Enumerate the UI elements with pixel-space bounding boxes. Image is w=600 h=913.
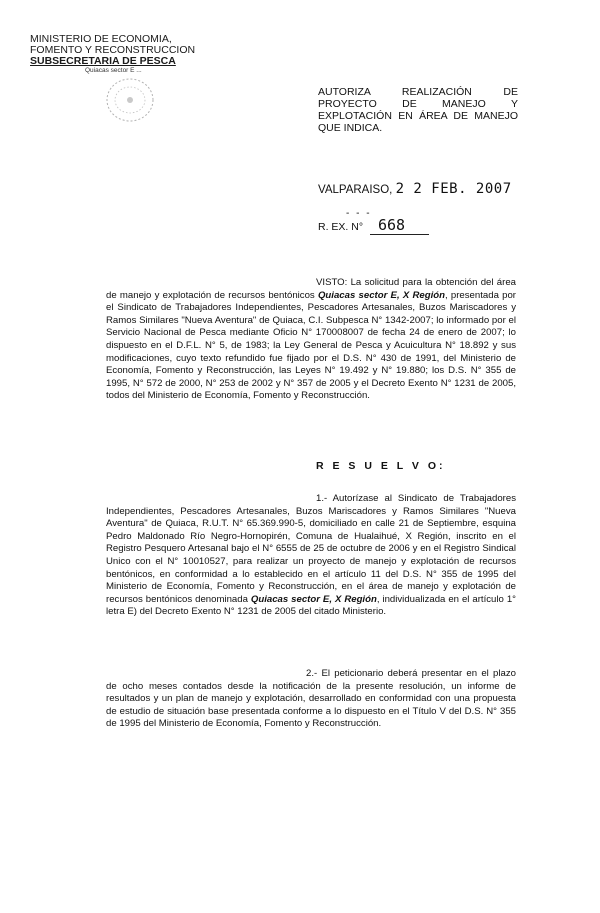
ministry-line-1: MINISTERIO DE ECONOMIA,	[30, 33, 172, 45]
visto-area-name: Quiacas sector E, X Región	[317, 289, 445, 301]
visto-text-2: , presentada por el Sindicato de Trabajadores Independientes, Pescadores Artesanales, Buzos Mariscadores y Ramos Similares "Nueva Aventura" de Quiaca, C.I. Subpesca N° 1342-2007; lo informado por el Servicio Nacional de Pesca mediante Oficio N° 170008007 de fecha 24 de enero de 2007; lo dispuesto en el D.F.L. N° 5, de 1983; la Ley General de Pesca y Acuicultura N° 18.892 y sus modificaciones, cuyo texto refundido fue fijado por el D.S. N° 430 de 1991, del Ministerio de Economía, Fomento y Reconstrucción, las Leyes N° 19.492 y N° 19.880; los D.S. N° 355 de 1995, N° 572 de 2000, N° 253 de 2002 y N° 357 de 2005 y el Decreto Exento N° 1231 de 2005, todos del Ministerio de Economía, Fomento y Reconstrucción.	[106, 289, 517, 402]
item-2-text: El peticionario deberá presentar en el plazo de ocho meses contados desde la notificación de la presente resolución, un informe de resultados y un plan de manejo y explotación, desarrollado en conformidad con una propuesta de estudio de situación base presentada conforme a lo dispuesto en el Título V del D.S. N° 355 de 1995 del Ministerio de Economía, Fomento y Reconstrucción.	[106, 668, 516, 730]
visto-text-1: La solicitud para la obtención del área de manejo y explotación de recursos bentónicos	[106, 277, 517, 301]
handwritten-marks: - - -	[346, 208, 372, 219]
resolution-number-value: 668	[370, 216, 429, 235]
letterhead	[30, 34, 220, 75]
visto-label: VISTO:	[316, 277, 348, 288]
stamp-date: 2 2 FEB. 2007	[395, 181, 512, 197]
place-name: VALPARAISO,	[318, 184, 393, 196]
subsecretaria-line: SUBSECRETARIA DE PESCA	[30, 55, 176, 67]
document-subject: AUTORIZA REALIZACIÓN DE PROYECTO DE MANEJO Y EXPLOTACIÓN EN ÁREA DE MANEJO QUE INDICA.	[318, 86, 518, 134]
item-2-paragraph	[106, 668, 516, 731]
official-seal-icon	[104, 76, 156, 124]
item-1-text-1: Autorízase al Sindicato de Trabajadores Independientes, Pescadores Artesanales, Buzos Mariscadores y Ramos Similares "Nueva Aventura" de Quiaca, R.U.T. N° 65.369.990-5, domiciliado en calle 21 de Septiembre, esquina Pedro Maldonado Río Negro-Hornopirén, Comuna de Hualaihué, X Región, inscrito en el Registro Pesquero Artesanal bajo el N° 6555 de 25 de octubre de 2006 y en el Registro Sindical Unico con el N° 10010527, para realizar un proyecto de manejo y explotación de recursos bentónicos, en conformidad a lo establecido en el artículo 11 del D.S. N° 355 de 1995 del Ministerio de Economía, Fomento y Reconstrucción, en el área de manejo y explotación de recursos bentónicos denominada	[106, 493, 517, 605]
resuelvo-heading: R E S U E L V O:	[316, 460, 446, 472]
item-1-area-name: Quiacas sector E, X Región	[250, 593, 377, 605]
item-2-number: 2.-	[306, 668, 318, 679]
ministry-line-2: FOMENTO Y RECONSTRUCCION	[30, 44, 196, 56]
resolution-prefix: R. EX. N°	[318, 221, 364, 233]
item-1-text-2: , individualizada en el artículo 1° letra E) del Decreto Exento N° 1231 de 2005 del citado Ministerio.	[106, 593, 516, 618]
small-annotation: Quiacas sector E ...	[85, 67, 142, 74]
visto-paragraph	[106, 277, 516, 403]
item-1-number: 1.-	[316, 493, 328, 504]
item-1-paragraph	[106, 493, 516, 619]
resolution-number	[318, 216, 429, 235]
place-date	[318, 181, 512, 197]
